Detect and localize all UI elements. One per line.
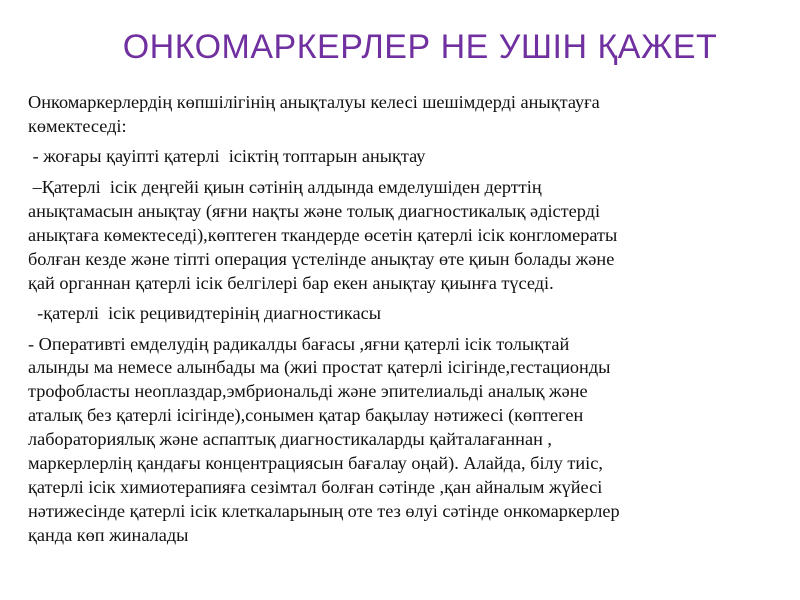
text-line: болған кезде және тіпті операция үстелінде анықтау өте қиын болады және	[28, 248, 615, 269]
paragraph-diagnosis	[28, 176, 773, 296]
text-line: маркерлерлің қандағы концентрациясын бағалау оңай). Алайда, білу тиіс,	[28, 453, 603, 474]
text-line: трофобласты неоплаздар,эмбриональді және эпителиальді аналық және	[28, 381, 588, 402]
text-line: - жоғары қауіпті қатерлі ісіктің топтарын анықтау	[28, 146, 426, 167]
text-line: алынды ма немесе алынбады ма (жиі простат қатерлі ісігінде,гестационды	[28, 357, 611, 378]
text-line: Онкомаркерлердің көпшілігінің анықталуы келесі шешімдерді анықтауға	[28, 92, 600, 112]
paragraph-high-risk-groups	[28, 145, 773, 169]
text-line: нәтижесінде қатерлі ісік клеткаларының оте тез өлуі сәтінде онкомаркерлер	[28, 500, 620, 521]
text-line: - Оперативті емделудің радикалды бағасы ,яғни қатерлі ісік толықтай	[28, 333, 570, 354]
text-line: қай органнан қатерлі ісік белгілері бар екен анықтау қиынға түседі.	[28, 272, 554, 293]
paragraph-treatment-evaluation	[28, 333, 773, 548]
text-line: қатерлі ісік химиотерапияға сезімтал болған сәтінде ,қан айналым жүйесі	[28, 476, 603, 497]
paragraph-intro	[28, 91, 773, 139]
text-line: анықтамасын анықтау (яғни нақты және толық диагностикалық әдістерді	[28, 200, 601, 221]
text-line: аталық без қатерлі ісігінде),сонымен қатар бақылау нәтижесі (көптеген	[28, 405, 584, 426]
text-line: қанда көп жиналады	[28, 524, 189, 545]
slide-body	[28, 91, 773, 554]
text-line: –Қатерлі ісік деңгейі қиын сәтінің алдында емделушіден дерттің	[28, 176, 542, 197]
text-line: көмектеседі:	[28, 115, 127, 136]
text-line: анықтаға көмектеседі),көптеген ткандерде өсетін қатерлі ісік конгломераты	[28, 224, 618, 245]
text-line: лабораториялық және аспаптық диагностикаларды қайталағаннан ,	[28, 429, 552, 450]
text-line: -қатерлі ісік рецивидтерінің диагностикасы	[28, 303, 381, 324]
slide-title: ОНКОМАРКЕРЛЕР НЕ УШІН ҚАЖЕТ	[122, 28, 718, 66]
paragraph-recurrence	[28, 302, 773, 326]
